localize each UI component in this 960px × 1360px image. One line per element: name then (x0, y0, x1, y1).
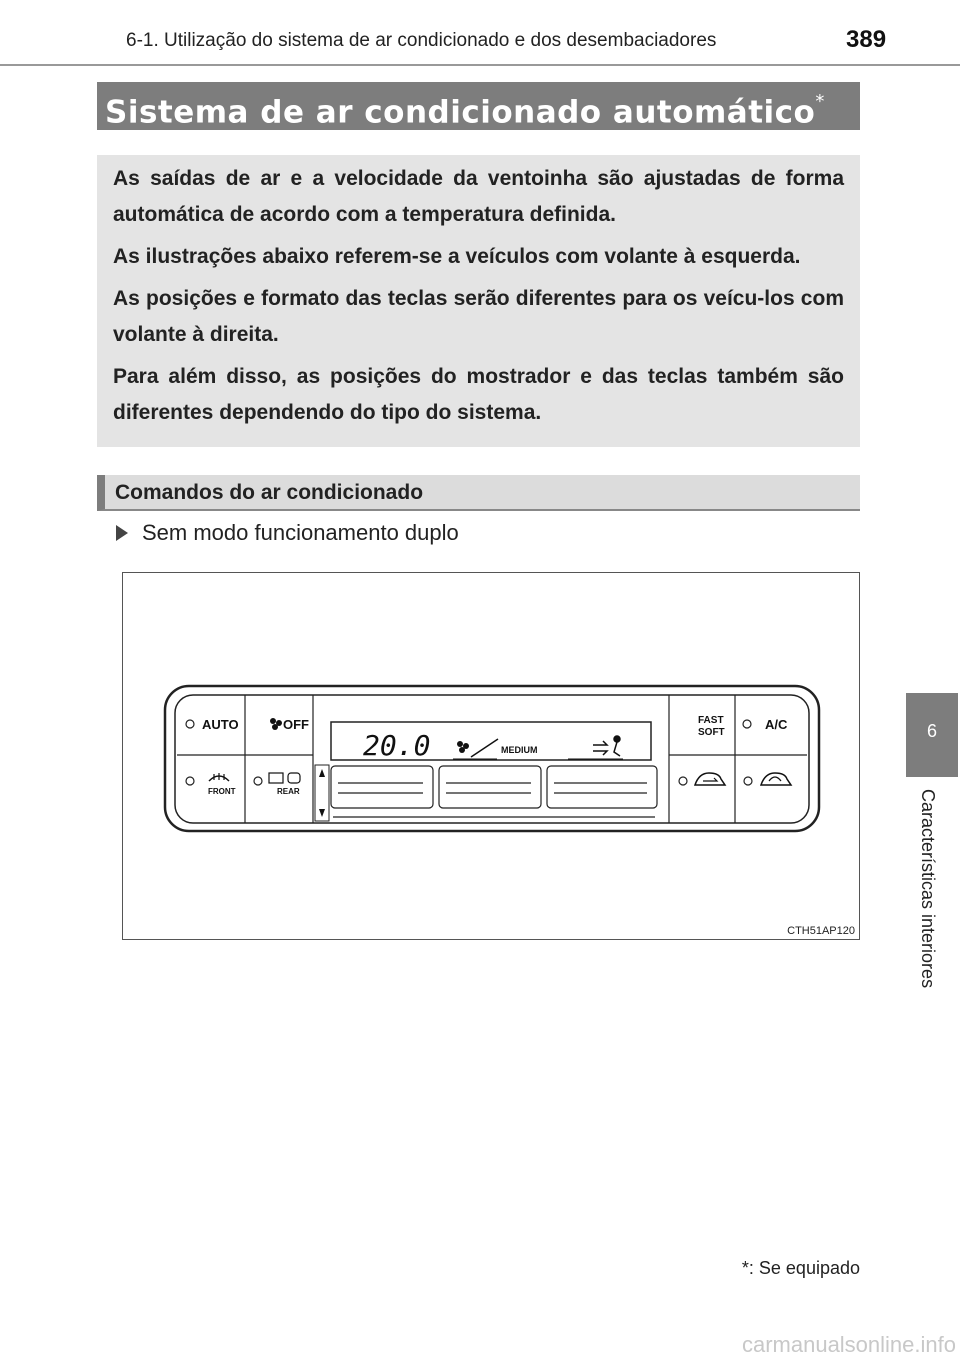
chapter-title: 6-1. Utilização do sistema de ar condicionado e dos desembaciadores (126, 30, 717, 51)
fast-soft-button[interactable] (698, 715, 725, 738)
fast-label: FAST (698, 715, 724, 726)
header-rule (0, 64, 960, 66)
section-title (97, 82, 860, 130)
page-number: 389 (846, 26, 887, 53)
intro-paragraph: As ilustrações abaixo referem-se a veículos com volante à esquerda. (113, 245, 801, 268)
section-title-text: Sistema de ar condicionado automático (105, 94, 816, 131)
bullet-arrow-icon (116, 525, 128, 541)
chapter-tab-label: Características interiores (918, 789, 938, 989)
rear-label: REAR (277, 787, 300, 796)
bullet-text: Sem modo funcionamento duplo (142, 520, 459, 545)
climate-panel-figure (122, 572, 860, 940)
bullet-item (116, 520, 459, 546)
intro-paragraph: Para além disso, as posições do mostrador e das teclas também são diferentes dependendo do tipo do sistema. (113, 365, 844, 424)
display-temperature: 20.0 (363, 729, 431, 762)
ac-label: A/C (765, 717, 788, 732)
section-title-mark: * (815, 91, 825, 112)
chapter-tab[interactable]: 6 (906, 693, 958, 777)
soft-label: SOFT (698, 727, 725, 738)
display-fan-speed: MEDIUM (501, 745, 538, 755)
watermark: carmanualsonline.info (741, 1332, 956, 1357)
intro-paragraph: As saídas de ar e a velocidade da ventoinha são ajustadas de forma automática de acordo com a temperatura definida. (113, 167, 844, 226)
footnote (742, 1258, 860, 1279)
front-label: FRONT (208, 787, 236, 796)
off-label: OFF (283, 717, 309, 732)
climate-panel-illustration (123, 573, 859, 939)
intro-box (97, 155, 860, 447)
auto-label: AUTO (202, 717, 239, 732)
intro-paragraph: As posições e formato das teclas serão diferentes para os veícu-los com volante à direita. (113, 287, 844, 346)
subsection-title: Comandos do ar condicionado (97, 475, 860, 511)
footnote-text: : Se equipado (748, 1258, 860, 1278)
footnote-mark: * (741, 1258, 749, 1278)
figure-id: CTH51AP120 (787, 925, 855, 937)
